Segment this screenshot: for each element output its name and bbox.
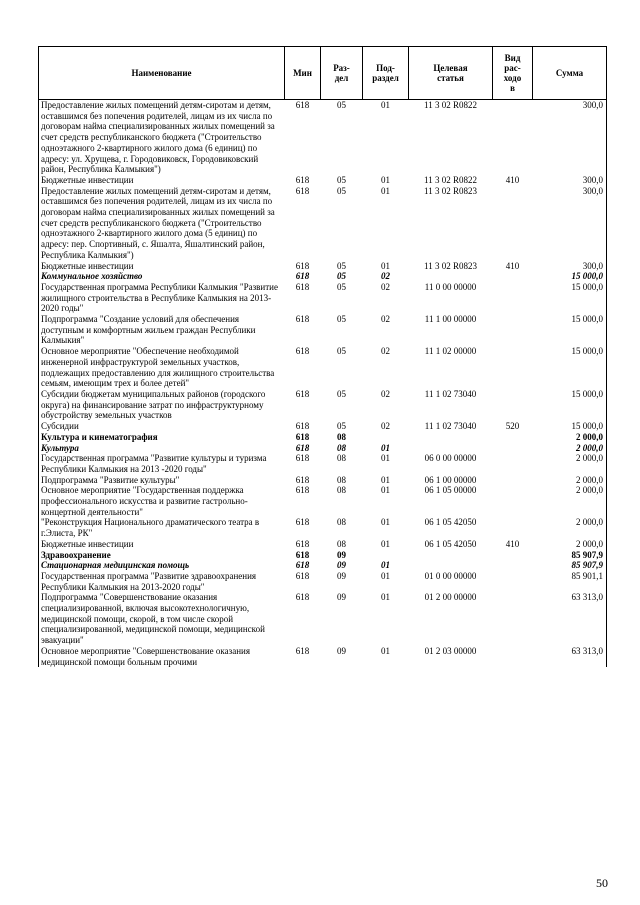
table-row: [39, 646, 607, 667]
cell-vid: [493, 517, 533, 538]
cell-name: Культура: [41, 442, 79, 453]
cell-summa: 2 000,0: [576, 474, 603, 485]
cell-celevaya: [409, 443, 493, 454]
cell-name: Субсидии бюджетам муниципальных районов (городского округа) на финансирование затрат по инфраструктурному обустройству земельных участков: [41, 388, 266, 421]
cell-podrazdel: 02: [381, 346, 390, 357]
table-header-row: [39, 47, 607, 100]
cell-summa: 15 000,0: [571, 314, 603, 325]
cell-celevaya: 06 1 05 42050: [424, 538, 477, 549]
cell-podrazdel: 01: [381, 100, 390, 110]
cell-summa: 15 000,0: [571, 421, 603, 432]
cell-summa: 15 000,0: [571, 271, 603, 282]
cell-vid: [493, 592, 533, 646]
cell-vid: [493, 282, 533, 314]
table-row: [39, 186, 607, 261]
cell-name: Основное мероприятие "Совершенствование оказания медицинской помощи больным прочими: [41, 645, 250, 667]
table-row: [39, 443, 607, 454]
cell-summa: 2 000,0: [576, 431, 603, 442]
cell-celevaya: 11 3 02 R0822: [424, 174, 477, 185]
cell-celevaya: 11 1 00 00000: [424, 314, 477, 325]
cell-summa: 85 901,1: [571, 570, 603, 581]
cell-min: 618: [295, 592, 310, 603]
cell-podrazdel: 01: [381, 560, 390, 571]
cell-celevaya: 11 1 02 73040: [424, 421, 477, 432]
cell-min: 618: [295, 517, 310, 528]
cell-podrazdel: 01: [381, 174, 390, 185]
cell-razdel: 09: [337, 570, 346, 581]
cell-summa: 2 000,0: [576, 538, 603, 549]
table-row: [39, 485, 607, 517]
cell-vid: [493, 432, 533, 443]
cell-celevaya: 06 1 05 00000: [424, 485, 477, 496]
cell-podrazdel: 01: [381, 645, 390, 656]
cell-razdel: 05: [337, 260, 346, 271]
cell-podrazdel: 01: [381, 260, 390, 271]
cell-podrazdel: 01: [381, 442, 390, 453]
cell-min: 618: [295, 549, 310, 560]
cell-min: 618: [295, 453, 310, 464]
cell-name: Государственная программа "Развитие культуры и туризма Республики Калмыкия на 2013 -2020 годы": [41, 453, 267, 474]
cell-min: 618: [295, 560, 310, 571]
cell-celevaya: 11 3 02 R0823: [424, 185, 477, 196]
cell-vid: [493, 443, 533, 454]
cell-celevaya: 01 2 00 00000: [424, 592, 477, 603]
cell-min: 618: [295, 260, 310, 271]
cell-name: Подпрограмма "Создание условий для обеспечения доступным и комфортным жильем граждан Республики Калмыкия": [41, 314, 256, 346]
table-row: [39, 560, 607, 571]
col-header-min: Мин: [285, 47, 321, 100]
cell-name: Бюджетные инвестиции: [41, 260, 134, 271]
cell-razdel: 05: [337, 388, 346, 399]
cell-vid: [493, 314, 533, 346]
cell-min: 618: [295, 314, 310, 325]
cell-vid: [493, 100, 533, 175]
cell-summa: 15 000,0: [571, 346, 603, 357]
cell-podrazdel: 02: [381, 421, 390, 432]
cell-summa: 63 313,0: [571, 592, 603, 603]
cell-name: Предоставление жилых помещений детям-сиротам и детям, оставшимся без попечения родителей, лицам из их числа по договорам найма специализированных жилых помещений за счет средств республиканского бюджета ("Строительство одноэтажного 2-квартирного жилого дома (6 единиц) по адресу: ул. Хрущева, г. Городовиковск, Городовиковский район, Республика Калмыкия"): [41, 100, 275, 175]
cell-podrazdel: 01: [381, 485, 390, 496]
cell-celevaya: [409, 271, 493, 282]
table-row: [39, 175, 607, 186]
cell-podrazdel: 02: [381, 314, 390, 325]
cell-podrazdel: 01: [381, 570, 390, 581]
cell-min: 618: [295, 346, 310, 357]
cell-podrazdel: 02: [381, 388, 390, 399]
cell-podrazdel: 01: [381, 538, 390, 549]
cell-razdel: 05: [337, 174, 346, 185]
cell-name: Предоставление жилых помещений детям-сиротам и детям, оставшимся без попечения родителей, лицам из их числа по договорам найма специализированных жилых помещений за счет средств республиканского бюджета ("Строительство одноэтажного 2-квартирного жилого дома (5 единиц) по адресу: пер. Спортивный, с. Яшалта, Яшалтинский район, Республика Калмыкия"): [41, 185, 275, 260]
cell-celevaya: 11 0 00 00000: [424, 281, 477, 292]
cell-summa: 2 000,0: [576, 453, 603, 464]
cell-podrazdel: [363, 550, 409, 561]
table-row: [39, 421, 607, 432]
cell-celevaya: 11 3 02 R0823: [424, 260, 477, 271]
cell-summa: 300,0: [582, 260, 603, 271]
cell-name: Подпрограмма "Совершенствование оказания специализированной, включая высокотехнологичную, медицинской помощи, скорой, в том числе скорой специализированной, медицинской помощи, медицинской эвакуации": [41, 592, 265, 646]
cell-min: 618: [295, 281, 310, 292]
cell-razdel: 09: [337, 549, 346, 560]
table-row: [39, 282, 607, 314]
cell-razdel: 08: [337, 485, 346, 496]
cell-celevaya: [409, 560, 493, 571]
cell-razdel: 09: [337, 592, 346, 603]
cell-vid: 410: [505, 174, 520, 185]
cell-razdel: 05: [337, 271, 346, 282]
cell-vid: 520: [505, 421, 520, 432]
table-row: [39, 314, 607, 346]
cell-name: Подпрограмма "Развитие культуры": [41, 474, 180, 485]
cell-min: 618: [295, 538, 310, 549]
cell-name: Коммунальное хозяйство: [41, 271, 143, 282]
cell-summa: 300,0: [582, 185, 603, 196]
cell-razdel: 08: [337, 474, 346, 485]
cell-razdel: 08: [337, 453, 346, 464]
cell-min: 618: [295, 388, 310, 399]
table-row: [39, 453, 607, 474]
cell-razdel: 05: [337, 421, 346, 432]
cell-celevaya: 01 2 03 00000: [424, 645, 477, 656]
col-header-name: Наименование: [39, 47, 285, 100]
table-row: [39, 475, 607, 486]
cell-podrazdel: 02: [381, 271, 390, 282]
cell-name: Культура и кинематография: [41, 431, 158, 442]
cell-razdel: 05: [337, 185, 346, 196]
col-header-summa: Сумма: [533, 47, 607, 100]
table-row: [39, 100, 607, 175]
table-row: [39, 571, 607, 592]
cell-razdel: 05: [337, 314, 346, 325]
table-body: [39, 100, 607, 668]
table-row: [39, 271, 607, 282]
cell-min: 618: [295, 174, 310, 185]
cell-name: "Реконструкция Национального драматического театра в г.Элиста, РК": [41, 517, 260, 539]
cell-name: Субсидии: [41, 421, 79, 432]
cell-summa: 15 000,0: [571, 388, 603, 399]
budget-table: [38, 46, 607, 667]
cell-celevaya: [409, 432, 493, 443]
cell-razdel: 08: [337, 517, 346, 528]
cell-name: Бюджетные инвестиции: [41, 174, 134, 185]
col-header-podrazdel: Под- раздел: [363, 47, 409, 100]
cell-min: 618: [295, 474, 310, 485]
cell-vid: [493, 571, 533, 592]
table-row: [39, 389, 607, 421]
cell-razdel: 09: [337, 560, 346, 571]
cell-celevaya: 01 0 00 00000: [424, 570, 477, 581]
cell-vid: [493, 560, 533, 571]
cell-min: 618: [295, 431, 310, 442]
cell-vid: [493, 271, 533, 282]
cell-vid: 410: [505, 260, 520, 271]
cell-summa: 85 907,9: [571, 560, 603, 571]
cell-name: Основное мероприятие "Государственная поддержка профессионального искусства и развитие гастрольно-концертной деятельности": [41, 485, 248, 517]
cell-vid: [493, 453, 533, 474]
cell-vid: [493, 485, 533, 517]
cell-razdel: 05: [337, 281, 346, 292]
cell-name: Бюджетные инвестиции: [41, 538, 134, 549]
cell-podrazdel: 01: [381, 185, 390, 196]
col-header-vid: Вид рас- ходо в: [493, 47, 533, 100]
cell-vid: 410: [505, 538, 520, 549]
cell-summa: 63 313,0: [571, 645, 603, 656]
cell-celevaya: 06 0 00 00000: [424, 453, 477, 464]
table-row: [39, 517, 607, 538]
budget-table-container: [38, 46, 606, 667]
col-header-razdel: Раз- дел: [321, 47, 363, 100]
cell-summa: 300,0: [582, 174, 603, 185]
cell-min: 618: [295, 485, 310, 496]
cell-min: 618: [295, 271, 310, 282]
cell-min: 618: [295, 645, 310, 656]
cell-name: Государственная программа "Развитие здравоохранения Республики Калмыкия на 2013-2020 годы": [41, 570, 257, 592]
table-row: [39, 261, 607, 272]
cell-vid: [493, 186, 533, 261]
cell-vid: [493, 346, 533, 389]
cell-summa: 85 907,9: [571, 549, 603, 560]
cell-razdel: 08: [337, 442, 346, 453]
table-row: [39, 539, 607, 550]
cell-celevaya: 11 3 02 R0822: [424, 100, 477, 110]
cell-razdel: 09: [337, 645, 346, 656]
cell-min: 618: [295, 442, 310, 453]
cell-min: 618: [295, 570, 310, 581]
cell-celevaya: 06 1 00 00000: [424, 474, 477, 485]
cell-name: Основное мероприятие "Обеспечение необходимой инженерной инфраструктурой земельных участков, подлежащих предоставлению для жилищного строительства семьям, имеющим трех и более детей": [41, 346, 275, 389]
cell-celevaya: 11 1 02 00000: [424, 346, 477, 357]
page-number: 50: [596, 876, 608, 890]
table-row: [39, 592, 607, 646]
cell-min: 618: [295, 100, 310, 110]
cell-name: Стационарная медицинская помощь: [41, 560, 190, 571]
cell-vid: [493, 646, 533, 667]
cell-summa: 15 000,0: [571, 281, 603, 292]
cell-celevaya: 11 1 02 73040: [424, 388, 477, 399]
cell-vid: [493, 389, 533, 421]
cell-summa: 2 000,0: [576, 485, 603, 496]
cell-celevaya: 06 1 05 42050: [424, 517, 477, 528]
cell-razdel: 08: [337, 431, 346, 442]
cell-summa: 2 000,0: [576, 517, 603, 528]
cell-razdel: 08: [337, 538, 346, 549]
cell-podrazdel: 01: [381, 517, 390, 528]
cell-vid: [493, 475, 533, 486]
cell-razdel: 05: [337, 346, 346, 357]
table-row: [39, 432, 607, 443]
cell-name: Здравоохранение: [41, 549, 111, 560]
cell-podrazdel: 01: [381, 453, 390, 464]
cell-summa: 2 000,0: [576, 442, 603, 453]
table-row: [39, 346, 607, 389]
cell-summa: 300,0: [582, 100, 603, 110]
cell-celevaya: [409, 550, 493, 561]
cell-min: 618: [295, 421, 310, 432]
col-header-celevaya: Целевая статья: [409, 47, 493, 100]
cell-podrazdel: [363, 432, 409, 443]
cell-razdel: 05: [337, 100, 346, 110]
cell-name: Государственная программа Республики Калмыкия "Развитие жилищного строительства в Республике Калмыкия на 2013-2020 годы": [41, 281, 278, 314]
cell-podrazdel: 01: [381, 592, 390, 603]
cell-min: 618: [295, 185, 310, 196]
cell-podrazdel: 02: [381, 281, 390, 292]
table-row: [39, 550, 607, 561]
cell-vid: [493, 550, 533, 561]
cell-podrazdel: 01: [381, 474, 390, 485]
